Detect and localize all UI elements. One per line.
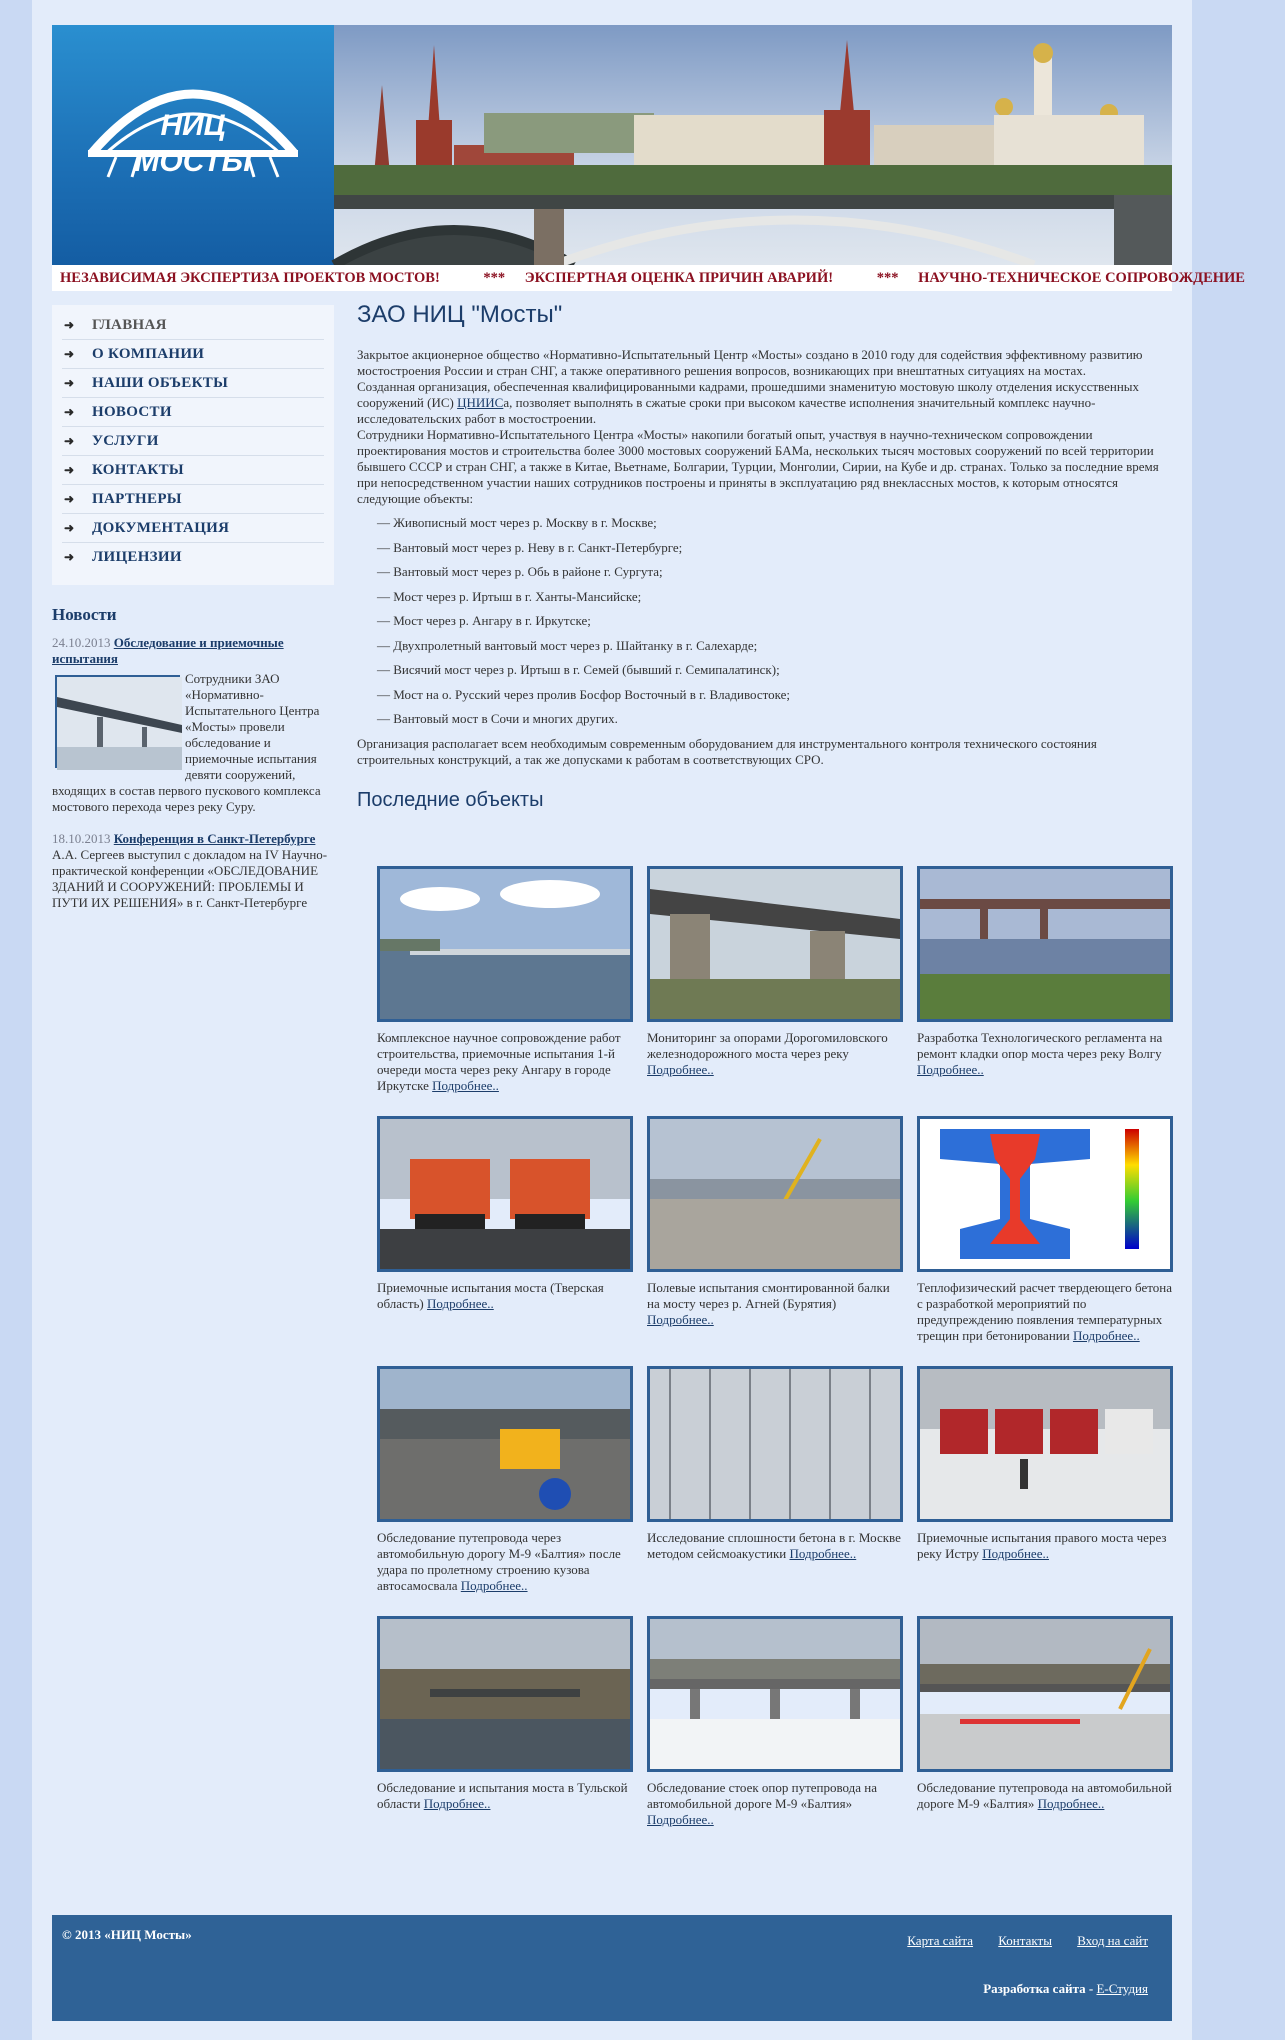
paragraph: Организация располагает всем необходимым современным оборудованием для инструментального контроля технического состояния строительных конструкций, а так же допусками к работам в соответствующих СРО. [357, 735, 1097, 767]
intro-paragraph: Закрытое акционерное общество «Нормативно-Испытательный Центр «Мосты» создано в 2010 году для содействия эффективному развитию мостостроения России и стран СНГ, а также оперативного решения вопросов, возникающих при внештатных ситуациях на мостах. [357, 347, 1143, 378]
news-thumbnail [55, 675, 180, 768]
list-item: — Вантовый мост через р. Обь в районе г. Сургута; [377, 564, 663, 579]
object-photo[interactable] [377, 1366, 633, 1522]
list-item: — Мост через р. Иртыш в г. Ханты-Мансийске; [377, 588, 642, 604]
menu-item-label: ДОКУМЕНТАЦИЯ [92, 519, 230, 536]
card-text: Обследование и испытания моста в Тульской области [377, 1780, 628, 1811]
object-photo[interactable] [377, 1616, 633, 1772]
news-heading: Новости [52, 605, 117, 624]
footer-link-contacts[interactable]: Контакты [998, 1933, 1052, 1948]
object-card [377, 1366, 633, 1594]
card-text: Теплофизический расчет твердеющего бетона с разработкой мероприятий по предупреждению появления температурных трещин при бетонировании [917, 1280, 1172, 1343]
menu-item-licenses[interactable] [62, 543, 324, 572]
ticker-item: НЕЗАВИСИМАЯ ЭКСПЕРТИЗА ПРОЕКТОВ МОСТОВ! [60, 270, 440, 286]
menu-item-news[interactable] [62, 398, 324, 427]
more-link[interactable]: Подробнее.. [460, 1578, 528, 1593]
object-card [647, 866, 903, 1078]
logo[interactable] [52, 25, 334, 265]
object-photo[interactable] [917, 1366, 1173, 1522]
ticker-separator: *** [876, 270, 899, 286]
card-text: Обследование путепровода на автомобильной дороге М-9 «Балтия» [917, 1780, 1172, 1811]
object-photo[interactable] [917, 1116, 1173, 1272]
news-date: 18.10.2013 [52, 831, 111, 846]
menu-item-label: ЛИЦЕНЗИИ [92, 549, 182, 565]
card-text: Приемочные испытания моста (Тверская область) [377, 1280, 604, 1311]
logo-bridge-icon [52, 25, 334, 265]
page-title: ЗАО НИЦ "Мосты" [357, 301, 563, 328]
object-card [917, 866, 1173, 1078]
object-photo[interactable] [917, 866, 1173, 1022]
arrow-right-icon: ➜ [64, 317, 75, 332]
object-photo[interactable] [647, 1116, 903, 1272]
object-photo[interactable] [647, 1366, 903, 1522]
arrow-right-icon: ➜ [64, 520, 75, 535]
ticker-item: НАУЧНО-ТЕХНИЧЕСКОЕ СОПРОВОЖДЕНИЕ [918, 270, 1245, 286]
list-item: — Висячий мост через р. Иртыш в г. Семей (бывший г. Семипалатинск); [377, 662, 780, 677]
news-item [52, 831, 334, 911]
logo-line2: МОСТЫ [134, 145, 252, 178]
arrow-right-icon: ➜ [64, 491, 75, 506]
object-photo[interactable] [917, 1616, 1173, 1772]
more-link[interactable]: Подробнее.. [432, 1078, 499, 1093]
menu-item-documentation[interactable] [62, 514, 324, 543]
card-text: Исследование сплошности бетона в г. Москве методом сейсмоакустики [647, 1530, 901, 1561]
card-text: Приемочные испытания правого моста через реку Истру [917, 1530, 1167, 1561]
menu-item-label: КОНТАКТЫ [92, 461, 184, 478]
menu-item-about[interactable] [62, 340, 324, 369]
menu-item-label: ПАРТНЕРЫ [92, 490, 182, 507]
list-item: — Двухпролетный вантовый мост через р. Шайтанку в г. Салехарде; [377, 637, 758, 653]
news-sidebar [52, 607, 334, 927]
card-text: Полевые испытания смонтированной балки на мосту через р. Агней (Бурятия) [647, 1280, 890, 1311]
list-item: — Живописный мост через р. Москву в г. Москве; [377, 515, 657, 530]
news-item [52, 635, 334, 815]
main-content [357, 301, 1172, 822]
object-photo[interactable] [377, 1116, 633, 1272]
object-card [377, 1116, 633, 1312]
copyright: © 2013 «НИЦ Мосты» [62, 1927, 192, 1942]
arrow-right-icon: ➜ [64, 462, 75, 477]
more-link[interactable]: Подробнее.. [647, 1812, 714, 1827]
more-link[interactable]: Подробнее.. [982, 1546, 1049, 1561]
more-link[interactable]: Подробнее.. [789, 1546, 857, 1561]
bridge-list [377, 515, 1172, 727]
ticker-separator: *** [483, 270, 506, 286]
paragraph-text: Созданная организация, обеспеченная квалифицированными кадрами, прошедшими знаменитую мостовую школу отделения искусственных сооружений (ИС) [357, 379, 1140, 410]
card-text: Разработка Технологического регламента на ремонт кладки опор моста через реку Волгу [917, 1030, 1163, 1061]
menu-item-label: НОВОСТИ [92, 403, 172, 420]
arrow-right-icon: ➜ [64, 404, 75, 419]
news-ticker [52, 265, 1245, 291]
paragraph [357, 379, 1172, 427]
list-item: — Вантовый мост в Сочи и многих других. [377, 711, 618, 726]
card-text: Мониторинг за опорами Дорогомиловского железнодорожного моста через реку [647, 1030, 888, 1061]
list-item: — Мост на о. Русский через пролив Босфор Восточный в г. Владивостоке; [377, 686, 791, 702]
card-text: Обследование стоек опор путепровода на автомобильной дороге М-9 «Балтия» [647, 1780, 878, 1811]
developer-label: Разработка сайта - [983, 1981, 1097, 1996]
logo-line1: НИЦ [160, 109, 226, 142]
more-link[interactable]: Подробнее.. [917, 1062, 984, 1077]
page [32, 0, 1245, 2040]
more-link[interactable]: Подробнее.. [647, 1312, 714, 1327]
developer-link[interactable]: E-Студия [1096, 1981, 1148, 1996]
cniis-link[interactable]: ЦНИИС [457, 395, 504, 410]
object-card [647, 1616, 903, 1828]
object-card [377, 1616, 633, 1812]
developer-credit [983, 1981, 1148, 1997]
more-link[interactable]: Подробнее.. [1037, 1796, 1105, 1811]
object-card [917, 1616, 1173, 1812]
menu-item-home[interactable] [62, 311, 324, 340]
header-banner-image [334, 25, 1172, 265]
sidebar-menu [52, 305, 334, 585]
list-item: — Вантовый мост через р. Неву в г. Санкт-Петербурге; [377, 539, 683, 555]
ticker-item: ЭКСПЕРТНАЯ ОЦЕНКА ПРИЧИН АВАРИЙ! [524, 270, 834, 286]
news-date: 24.10.2013 [52, 635, 111, 650]
arrow-right-icon: ➜ [64, 346, 75, 361]
object-card [917, 1116, 1173, 1344]
menu-item-services[interactable] [62, 427, 324, 456]
paragraph: Сотрудники Нормативно-Испытательного Центра «Мосты» накопили богатый опыт, участвуя в научно-техническом сопровождении проектирования мостов и строительства более 3000 мостовых сооружений БАМа, нескольких тысяч мостовых сооружений по всей территории бывшего СССР и стран СНГ, а также в Китае, Вьетнаме, Болгарии, Турции, Монголии, Сирии, на Кубе и др. странах. Только за последние время при непосредственном участии наших сотрудников построены и приняты в эксплуатацию ряд внеклассных мостов, к которым относятся следующие объекты: [357, 427, 1159, 506]
more-link[interactable]: Подробнее.. [423, 1796, 491, 1811]
object-card [647, 1116, 903, 1328]
footer-links [885, 1933, 1148, 1949]
object-photo[interactable] [647, 866, 903, 1022]
card-text: Обследование путепровода через автомобильную дорогу М-9 «Балтия» после удара по пролетному строению кузова автосамосвала [377, 1530, 621, 1593]
card-text: Комплексное научное сопровождение работ строительства, приемочные испытания 1-й очереди моста через реку Ангару в городе Иркутске [377, 1030, 621, 1093]
object-photo[interactable] [377, 866, 633, 1022]
object-card [647, 1366, 903, 1562]
news-text: А.А. Сергеев выступил с докладом на IV Научно-практической конференции «ОБСЛЕДОВАНИЕ ЗДАНИЙ И СООРУЖЕНИЙ: ПРОБЛЕМЫ И ПУТИ ИХ РЕШЕНИЯ» в г. Санкт-Петербурге [52, 847, 328, 910]
footer-link-sitemap[interactable]: Карта сайта [907, 1933, 974, 1948]
arrow-right-icon: ➜ [64, 550, 75, 564]
news-text: Сотрудники ЗАО «Нормативно-Испытательного Центра «Мосты» провели обследование и приемочные испытания девяти сооружений, входящих в состав первого пускового комплекса мостового перехода через реку Суру. [52, 671, 321, 814]
news-headline-link[interactable]: Конференция в Санкт-Петербурге [113, 831, 316, 846]
kremlin-bridge-illustration [334, 25, 1172, 265]
object-card [377, 866, 633, 1094]
menu-item-label: УСЛУГИ [92, 432, 159, 449]
footer-link-login[interactable]: Вход на сайт [1077, 1933, 1148, 1948]
arrow-right-icon: ➜ [64, 433, 75, 448]
footer [52, 1915, 1172, 2021]
list-item: — Мост через р. Ангару в г. Иркутске; [377, 613, 591, 628]
latest-objects-heading: Последние объекты [357, 788, 544, 811]
more-link[interactable]: Подробнее.. [1072, 1328, 1140, 1343]
object-photo[interactable] [647, 1616, 903, 1772]
menu-item-objects[interactable] [62, 369, 324, 398]
menu-item-label: НАШИ ОБЪЕКТЫ [92, 374, 229, 391]
header [52, 25, 1172, 265]
menu-item-contacts[interactable] [62, 456, 324, 485]
more-link[interactable]: Подробнее.. [647, 1062, 714, 1077]
menu-item-label: ГЛАВНАЯ [92, 316, 167, 333]
more-link[interactable]: Подробнее.. [427, 1296, 494, 1311]
object-card [917, 1366, 1173, 1562]
menu-item-label: О КОМПАНИИ [92, 345, 205, 362]
menu-item-partners[interactable] [62, 485, 324, 514]
arrow-right-icon: ➜ [64, 375, 75, 390]
paragraph-text: а, позволяет выполнять в сжатые сроки при высоком качестве исполнения значительный комплекс научно-исследовательских работ в мостостроении. [357, 395, 1096, 426]
news-headline-link[interactable]: Обследование и приемочные испытания [52, 635, 284, 666]
